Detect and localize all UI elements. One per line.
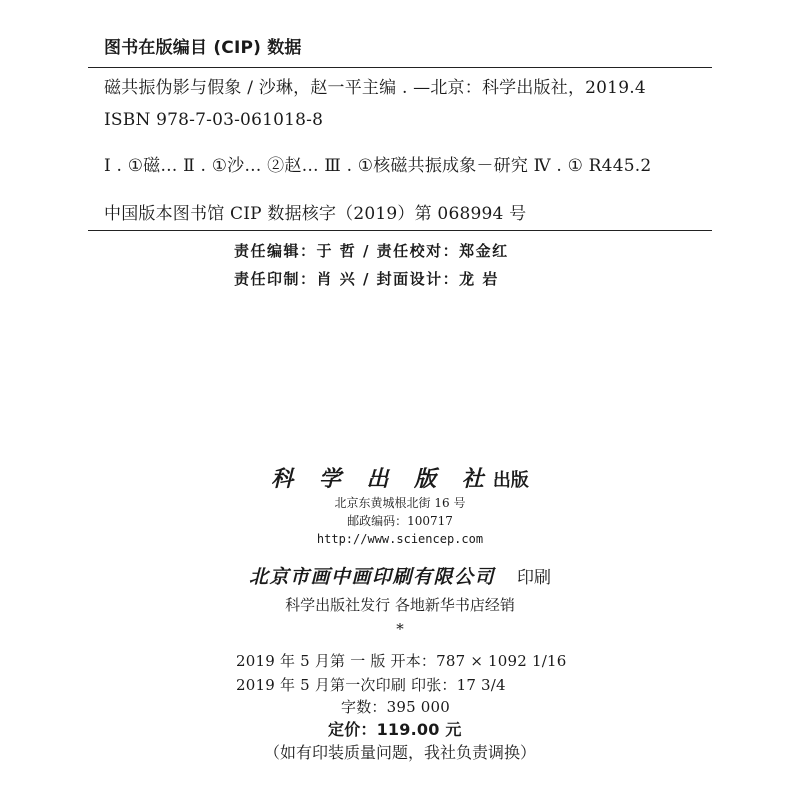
price: 定价：119.00 元 bbox=[328, 720, 462, 739]
cip-bottom-rule bbox=[88, 230, 712, 231]
publisher-url: http://www.sciencep.com bbox=[316, 532, 484, 546]
publisher-suffix: 出版 bbox=[492, 470, 529, 491]
cip-title-line: 磁共振伪影与假象 / 沙琳，赵一平主编 . —北京：科学出版社，2019.4 bbox=[104, 78, 646, 98]
publisher-postcode: 邮政编码：100717 bbox=[347, 514, 453, 528]
publisher-name: 科 学 出 版 社 bbox=[271, 466, 493, 492]
word-count: 字数：395 000 bbox=[341, 698, 451, 716]
cip-top-rule bbox=[88, 67, 712, 68]
publisher-heading bbox=[0, 462, 800, 493]
staff-line-editors: 责任编辑：于 哲 / 责任校对：郑金红 bbox=[234, 242, 509, 260]
staff-line-production: 责任印制：肖 兴 / 封面设计：龙 岩 bbox=[234, 270, 499, 288]
printer-suffix: 印刷 bbox=[517, 568, 551, 588]
printing-line: 2019 年 5 月第一次印刷 印张：17 3/4 bbox=[236, 676, 506, 694]
cip-title: 图书在版编目 (CIP) 数据 bbox=[104, 38, 302, 58]
quality-note: （如有印装质量问题，我社负责调换） bbox=[263, 743, 536, 762]
edition-line: 2019 年 5 月第 一 版 开本：787 × 1092 1/16 bbox=[236, 652, 567, 670]
cip-isbn: ISBN 978-7-03-061018-8 bbox=[104, 110, 324, 130]
cip-classification: Ⅰ . ①磁… Ⅱ . ①沙… ②赵… Ⅲ . ①核磁共振成象－研究 Ⅳ . ① R445.2 bbox=[104, 156, 652, 176]
separator-asterisk: * bbox=[396, 620, 404, 638]
printer-name: 北京市画中画印刷有限公司 bbox=[248, 566, 495, 588]
cip-record-number: 中国版本图书馆 CIP 数据核字（2019）第 068994 号 bbox=[104, 204, 527, 224]
distribution-line: 科学出版社发行 各地新华书店经销 bbox=[285, 596, 515, 614]
publisher-address: 北京东黄城根北街 16 号 bbox=[334, 496, 466, 510]
printer-heading bbox=[0, 562, 800, 589]
